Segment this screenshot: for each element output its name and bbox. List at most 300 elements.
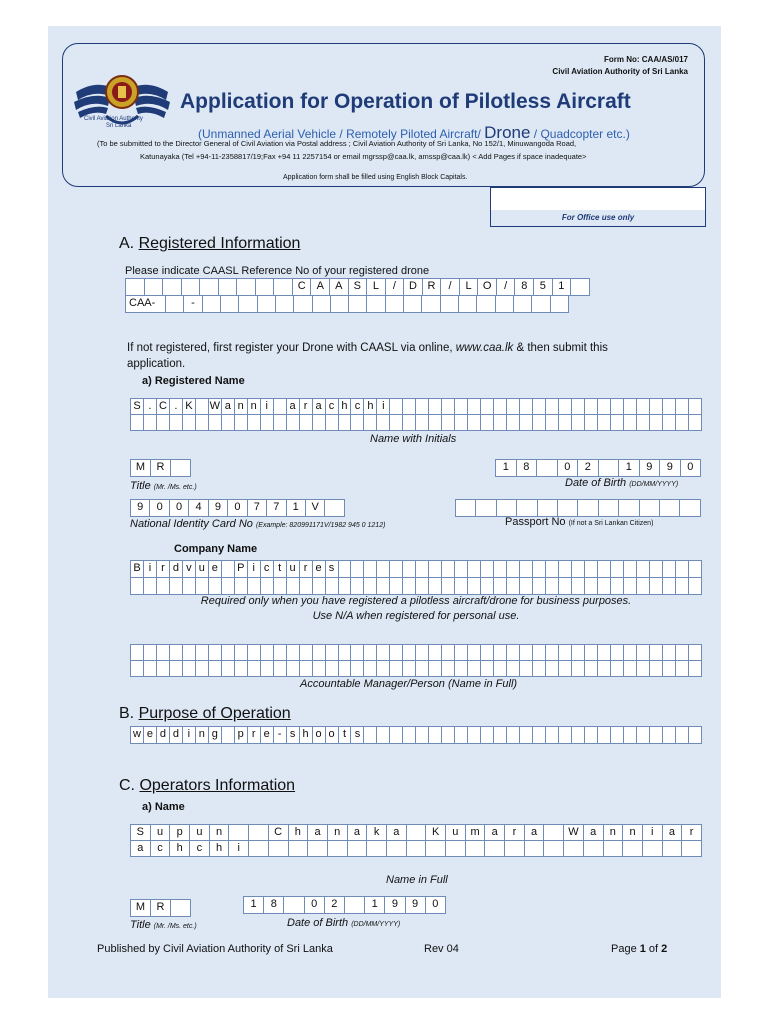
char-box[interactable] <box>442 399 455 415</box>
char-box[interactable] <box>300 578 313 595</box>
char-box[interactable] <box>387 841 407 857</box>
char-box[interactable]: h <box>289 825 309 841</box>
char-box[interactable] <box>494 727 507 744</box>
char-box[interactable] <box>459 296 477 313</box>
char-box[interactable] <box>507 578 520 595</box>
char-box[interactable] <box>248 661 261 677</box>
char-box[interactable] <box>559 727 572 744</box>
char-box[interactable] <box>624 661 637 677</box>
char-box[interactable] <box>171 460 191 477</box>
char-box[interactable] <box>546 561 559 578</box>
char-box[interactable] <box>682 841 702 857</box>
char-box[interactable]: M <box>131 900 151 917</box>
char-box[interactable] <box>171 900 191 917</box>
char-box[interactable] <box>598 645 611 661</box>
char-box[interactable]: h <box>364 399 377 415</box>
char-box[interactable] <box>663 399 676 415</box>
char-box[interactable] <box>663 561 676 578</box>
char-box[interactable] <box>403 578 416 595</box>
char-box[interactable] <box>611 578 624 595</box>
char-box[interactable] <box>274 415 287 431</box>
char-box[interactable]: c <box>351 399 364 415</box>
char-box[interactable] <box>326 645 339 661</box>
char-box[interactable] <box>520 561 533 578</box>
char-box[interactable] <box>407 841 427 857</box>
char-box[interactable]: 9 <box>209 500 228 517</box>
char-box[interactable]: c <box>326 399 339 415</box>
char-box[interactable]: 1 <box>365 897 385 914</box>
char-box[interactable] <box>599 460 620 477</box>
char-box[interactable]: t <box>339 727 352 744</box>
char-box[interactable] <box>481 661 494 677</box>
char-box[interactable] <box>455 415 468 431</box>
char-box[interactable] <box>676 661 689 677</box>
char-box[interactable] <box>144 645 157 661</box>
char-box[interactable] <box>313 415 326 431</box>
char-box[interactable]: r <box>682 825 702 841</box>
char-box[interactable] <box>222 578 235 595</box>
char-box[interactable] <box>364 661 377 677</box>
char-box[interactable] <box>239 296 257 313</box>
char-box[interactable]: d <box>157 727 170 744</box>
char-box[interactable] <box>584 841 604 857</box>
char-box[interactable] <box>313 296 331 313</box>
char-box[interactable]: k <box>367 825 387 841</box>
char-box[interactable] <box>494 561 507 578</box>
char-box[interactable] <box>261 415 274 431</box>
char-box[interactable]: i <box>183 727 196 744</box>
char-box[interactable]: M <box>131 460 151 477</box>
char-box[interactable]: 7 <box>267 500 286 517</box>
char-box[interactable] <box>377 645 390 661</box>
char-box[interactable]: a <box>313 399 326 415</box>
char-box[interactable]: i <box>261 399 274 415</box>
char-box[interactable]: h <box>300 727 313 744</box>
char-box[interactable] <box>237 279 256 296</box>
char-box[interactable]: u <box>151 825 171 841</box>
char-box[interactable] <box>468 561 481 578</box>
char-box[interactable] <box>481 578 494 595</box>
char-box[interactable] <box>289 841 309 857</box>
char-box[interactable] <box>403 645 416 661</box>
char-box[interactable]: s <box>287 727 300 744</box>
char-box[interactable] <box>559 399 572 415</box>
char-box[interactable]: 9 <box>131 500 150 517</box>
char-box[interactable] <box>643 841 663 857</box>
char-box[interactable]: n <box>235 399 248 415</box>
char-box[interactable] <box>494 415 507 431</box>
char-box[interactable]: g <box>209 727 222 744</box>
char-box[interactable]: m <box>466 825 486 841</box>
char-box[interactable]: 0 <box>305 897 325 914</box>
char-box[interactable] <box>157 661 170 677</box>
char-box[interactable]: n <box>196 727 209 744</box>
char-box[interactable] <box>274 399 287 415</box>
char-box[interactable] <box>650 561 663 578</box>
char-box[interactable] <box>390 645 403 661</box>
char-box[interactable] <box>604 841 624 857</box>
char-box[interactable]: n <box>210 825 230 841</box>
char-box[interactable] <box>157 578 170 595</box>
char-box[interactable]: 1 <box>619 460 640 477</box>
char-box[interactable]: C <box>269 825 289 841</box>
char-box[interactable] <box>611 727 624 744</box>
char-box[interactable] <box>544 841 564 857</box>
char-box[interactable] <box>525 841 545 857</box>
char-box[interactable] <box>599 500 619 517</box>
char-box[interactable]: / <box>441 279 460 296</box>
char-box[interactable] <box>663 578 676 595</box>
char-box[interactable] <box>196 645 209 661</box>
char-box[interactable] <box>507 399 520 415</box>
char-box[interactable] <box>339 561 352 578</box>
char-box[interactable] <box>520 645 533 661</box>
char-box[interactable] <box>564 841 584 857</box>
char-box[interactable] <box>144 661 157 677</box>
char-box[interactable] <box>364 561 377 578</box>
char-box[interactable] <box>403 415 416 431</box>
char-box[interactable] <box>429 645 442 661</box>
char-box[interactable]: 1 <box>553 279 572 296</box>
char-box[interactable] <box>623 841 643 857</box>
char-box[interactable]: i <box>144 561 157 578</box>
char-box[interactable]: 9 <box>385 897 405 914</box>
char-box[interactable] <box>485 841 505 857</box>
char-box[interactable] <box>269 841 289 857</box>
char-box[interactable] <box>520 727 533 744</box>
char-box[interactable] <box>364 727 377 744</box>
char-box[interactable]: 8 <box>264 897 284 914</box>
char-box[interactable]: L <box>367 279 386 296</box>
char-box[interactable] <box>637 727 650 744</box>
char-box[interactable] <box>676 727 689 744</box>
char-box[interactable] <box>466 841 486 857</box>
char-box[interactable] <box>507 645 520 661</box>
char-box[interactable] <box>455 578 468 595</box>
char-box[interactable]: R <box>151 900 171 917</box>
char-box[interactable] <box>559 415 572 431</box>
char-box[interactable]: h <box>170 841 190 857</box>
char-box[interactable] <box>637 578 650 595</box>
char-box[interactable] <box>339 645 352 661</box>
char-box[interactable]: 0 <box>426 897 446 914</box>
char-box[interactable]: a <box>584 825 604 841</box>
char-box[interactable] <box>455 399 468 415</box>
char-box[interactable] <box>131 661 144 677</box>
char-box[interactable]: h <box>210 841 230 857</box>
char-box[interactable]: . <box>144 399 157 415</box>
char-box[interactable] <box>367 841 387 857</box>
char-box[interactable] <box>222 727 235 744</box>
char-box[interactable] <box>183 645 196 661</box>
char-box[interactable] <box>313 661 326 677</box>
char-box[interactable]: P <box>235 561 248 578</box>
char-box[interactable] <box>404 296 422 313</box>
char-box[interactable]: B <box>131 561 144 578</box>
char-box[interactable]: n <box>328 825 348 841</box>
char-box[interactable] <box>183 578 196 595</box>
char-box[interactable] <box>377 578 390 595</box>
char-box[interactable] <box>203 296 221 313</box>
char-box[interactable] <box>468 661 481 677</box>
char-box[interactable] <box>390 415 403 431</box>
char-box[interactable] <box>308 841 328 857</box>
char-box[interactable] <box>326 578 339 595</box>
char-box[interactable]: s <box>326 561 339 578</box>
char-box[interactable] <box>558 500 578 517</box>
char-box[interactable] <box>313 645 326 661</box>
char-box[interactable] <box>442 661 455 677</box>
char-box[interactable] <box>131 645 144 661</box>
char-box[interactable] <box>624 578 637 595</box>
char-box[interactable]: o <box>313 727 326 744</box>
char-box[interactable] <box>416 578 429 595</box>
char-box[interactable]: L <box>460 279 479 296</box>
char-box[interactable] <box>637 661 650 677</box>
char-box[interactable] <box>364 645 377 661</box>
char-box[interactable] <box>249 825 269 841</box>
char-box[interactable]: 9 <box>406 897 426 914</box>
char-box[interactable]: W <box>209 399 222 415</box>
char-box[interactable] <box>442 561 455 578</box>
char-box[interactable] <box>300 645 313 661</box>
char-box[interactable] <box>183 415 196 431</box>
char-box[interactable]: C <box>293 279 312 296</box>
char-box[interactable] <box>442 578 455 595</box>
char-box[interactable] <box>403 727 416 744</box>
char-box[interactable] <box>546 727 559 744</box>
char-box[interactable] <box>598 399 611 415</box>
char-box[interactable] <box>403 661 416 677</box>
char-box[interactable] <box>544 825 564 841</box>
char-box[interactable] <box>422 296 440 313</box>
char-box[interactable] <box>537 460 558 477</box>
char-box[interactable] <box>351 415 364 431</box>
char-box[interactable] <box>348 841 368 857</box>
char-box[interactable] <box>182 279 201 296</box>
char-box[interactable] <box>637 561 650 578</box>
char-box[interactable] <box>624 415 637 431</box>
char-box[interactable]: o <box>326 727 339 744</box>
char-box[interactable]: w <box>131 727 144 744</box>
char-box[interactable] <box>578 500 598 517</box>
char-box[interactable] <box>585 661 598 677</box>
char-box[interactable] <box>144 578 157 595</box>
char-box[interactable] <box>585 578 598 595</box>
char-box[interactable] <box>559 561 572 578</box>
char-box[interactable] <box>598 578 611 595</box>
char-box[interactable]: n <box>623 825 643 841</box>
char-box[interactable] <box>248 415 261 431</box>
char-box[interactable] <box>689 561 702 578</box>
char-box[interactable] <box>219 279 238 296</box>
char-box[interactable] <box>650 578 663 595</box>
char-box[interactable]: a <box>525 825 545 841</box>
char-box[interactable] <box>538 500 558 517</box>
char-box[interactable] <box>689 578 702 595</box>
char-box[interactable]: 5 <box>534 279 553 296</box>
char-box[interactable]: n <box>248 399 261 415</box>
char-box[interactable] <box>331 296 349 313</box>
char-box[interactable] <box>676 399 689 415</box>
char-box[interactable] <box>598 415 611 431</box>
char-box[interactable]: 9 <box>640 460 661 477</box>
char-box[interactable]: K <box>426 825 446 841</box>
char-box[interactable]: p <box>235 727 248 744</box>
char-box[interactable]: a <box>485 825 505 841</box>
char-box[interactable] <box>585 645 598 661</box>
char-box[interactable]: d <box>170 727 183 744</box>
char-box[interactable] <box>497 500 517 517</box>
char-box[interactable] <box>598 727 611 744</box>
char-box[interactable]: - <box>184 296 202 313</box>
char-box[interactable] <box>507 561 520 578</box>
char-box[interactable] <box>367 296 385 313</box>
char-box[interactable] <box>157 645 170 661</box>
char-box[interactable] <box>196 661 209 677</box>
char-box[interactable] <box>514 296 532 313</box>
char-box[interactable]: a <box>308 825 328 841</box>
char-box[interactable] <box>559 645 572 661</box>
char-box[interactable] <box>261 578 274 595</box>
char-box[interactable] <box>481 561 494 578</box>
char-box[interactable] <box>689 661 702 677</box>
char-box[interactable] <box>507 661 520 677</box>
char-box[interactable] <box>339 661 352 677</box>
char-box[interactable] <box>468 415 481 431</box>
char-box[interactable] <box>416 415 429 431</box>
char-box[interactable]: c <box>261 561 274 578</box>
char-box[interactable] <box>209 578 222 595</box>
char-box[interactable] <box>481 399 494 415</box>
char-box[interactable]: a <box>663 825 683 841</box>
char-box[interactable] <box>274 661 287 677</box>
char-box[interactable]: 8 <box>517 460 538 477</box>
char-box[interactable]: a <box>387 825 407 841</box>
char-box[interactable] <box>650 727 663 744</box>
char-box[interactable] <box>274 279 293 296</box>
char-box[interactable] <box>507 727 520 744</box>
char-box[interactable]: S <box>131 399 144 415</box>
char-box[interactable]: r <box>157 561 170 578</box>
char-box[interactable] <box>598 661 611 677</box>
char-box[interactable] <box>200 279 219 296</box>
char-box[interactable] <box>572 415 585 431</box>
char-box[interactable] <box>676 645 689 661</box>
char-box[interactable] <box>640 500 660 517</box>
char-box[interactable] <box>429 561 442 578</box>
char-box[interactable] <box>287 415 300 431</box>
char-box[interactable] <box>166 296 184 313</box>
char-box[interactable] <box>637 415 650 431</box>
char-box[interactable] <box>520 399 533 415</box>
char-box[interactable]: D <box>404 279 423 296</box>
char-box[interactable]: S <box>349 279 368 296</box>
char-box[interactable]: W <box>564 825 584 841</box>
char-box[interactable] <box>559 661 572 677</box>
char-box[interactable] <box>403 561 416 578</box>
char-box[interactable] <box>145 279 164 296</box>
char-box[interactable] <box>624 645 637 661</box>
char-box[interactable] <box>287 578 300 595</box>
char-box[interactable] <box>650 645 663 661</box>
char-box[interactable]: 1 <box>496 460 517 477</box>
char-box[interactable] <box>663 661 676 677</box>
char-box[interactable] <box>274 645 287 661</box>
char-box[interactable] <box>403 399 416 415</box>
char-box[interactable] <box>390 661 403 677</box>
char-box[interactable]: a <box>287 399 300 415</box>
char-box[interactable]: 1 <box>244 897 264 914</box>
char-box[interactable]: A <box>330 279 349 296</box>
char-box[interactable] <box>416 661 429 677</box>
char-box[interactable] <box>680 500 700 517</box>
char-box[interactable] <box>650 399 663 415</box>
char-box[interactable] <box>546 415 559 431</box>
char-box[interactable] <box>468 727 481 744</box>
char-box[interactable] <box>533 399 546 415</box>
char-box[interactable] <box>429 399 442 415</box>
char-box[interactable]: 0 <box>558 460 579 477</box>
char-box[interactable]: d <box>170 561 183 578</box>
caa-website-link[interactable]: www.caa.lk <box>455 342 514 354</box>
char-box[interactable] <box>572 727 585 744</box>
char-box[interactable] <box>390 578 403 595</box>
char-box[interactable]: r <box>248 727 261 744</box>
char-box[interactable]: 4 <box>189 500 208 517</box>
char-box[interactable] <box>235 578 248 595</box>
char-box[interactable] <box>611 561 624 578</box>
char-box[interactable] <box>468 578 481 595</box>
char-box[interactable] <box>416 645 429 661</box>
char-box[interactable]: e <box>209 561 222 578</box>
char-box[interactable] <box>455 661 468 677</box>
char-box[interactable] <box>546 661 559 677</box>
char-box[interactable] <box>611 661 624 677</box>
char-box[interactable] <box>546 399 559 415</box>
char-box[interactable] <box>585 727 598 744</box>
char-box[interactable] <box>572 645 585 661</box>
char-box[interactable] <box>377 415 390 431</box>
char-box[interactable]: p <box>170 825 190 841</box>
char-box[interactable] <box>624 561 637 578</box>
char-box[interactable] <box>468 399 481 415</box>
char-box[interactable] <box>426 841 446 857</box>
char-box[interactable]: u <box>287 561 300 578</box>
char-box[interactable] <box>325 500 344 517</box>
char-box[interactable] <box>533 415 546 431</box>
char-box[interactable]: 8 <box>515 279 534 296</box>
char-box[interactable] <box>222 561 235 578</box>
char-box[interactable] <box>300 661 313 677</box>
char-box[interactable] <box>455 561 468 578</box>
char-box[interactable] <box>386 296 404 313</box>
char-box[interactable] <box>196 399 209 415</box>
char-box[interactable] <box>663 841 683 857</box>
char-box[interactable]: r <box>300 399 313 415</box>
char-box[interactable] <box>494 645 507 661</box>
char-box[interactable] <box>157 415 170 431</box>
char-box[interactable] <box>650 415 663 431</box>
char-box[interactable] <box>261 661 274 677</box>
char-box[interactable]: V <box>306 500 325 517</box>
char-box[interactable] <box>676 415 689 431</box>
char-box[interactable]: 0 <box>681 460 702 477</box>
char-box[interactable] <box>455 645 468 661</box>
char-box[interactable] <box>351 661 364 677</box>
char-box[interactable] <box>126 279 145 296</box>
char-box[interactable] <box>170 578 183 595</box>
